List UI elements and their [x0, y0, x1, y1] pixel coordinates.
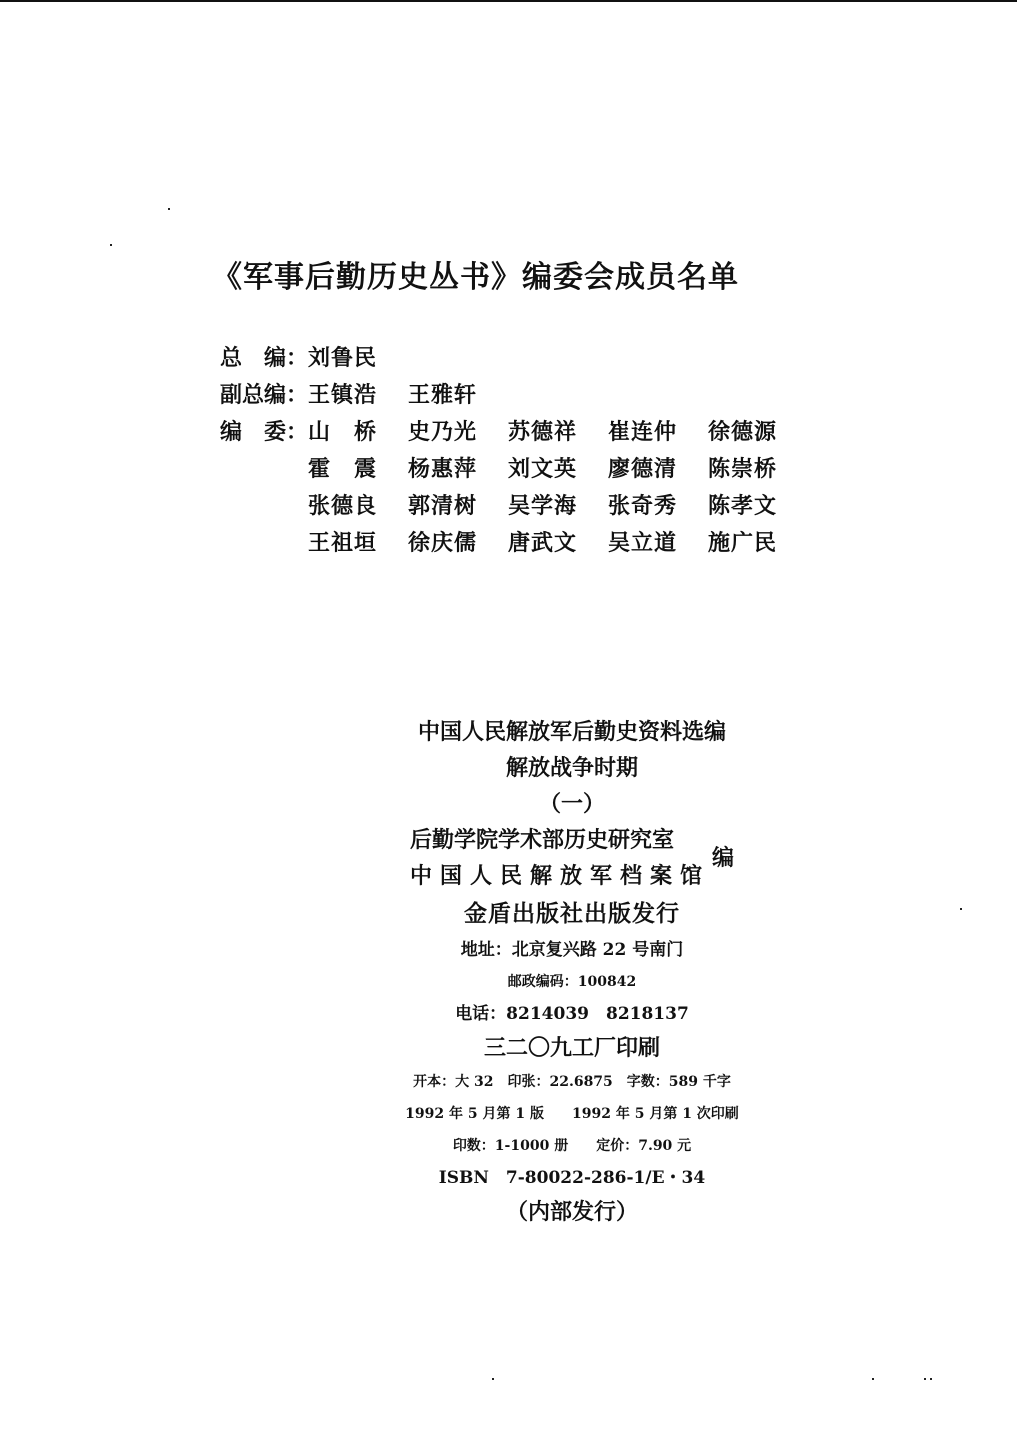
printer: 三二〇九工厂印刷 — [483, 1035, 660, 1061]
committee-member-name: 史乃光 — [408, 419, 478, 445]
committee-member-name: 徐德源 — [708, 419, 778, 445]
committee-row — [220, 488, 800, 525]
compilers-block — [372, 822, 772, 894]
scan-speck — [110, 244, 112, 246]
committee-row — [220, 414, 800, 451]
scan-speck — [930, 1378, 932, 1380]
committee-member-name: 陈孝文 — [708, 493, 778, 519]
top-border-rule — [0, 0, 1017, 2]
committee-member-name: 崔连仲 — [608, 419, 678, 445]
committee-member-name: 苏德祥 — [508, 419, 578, 445]
deputy-chief-editor-row — [220, 377, 800, 414]
chief-editor-name: 刘鲁民 — [308, 345, 378, 371]
scan-speck — [872, 1378, 874, 1380]
book-title: 中国人民解放军后勤史资料选编 — [417, 719, 726, 745]
publisher-address: 地址：北京复兴路 22 号南门 — [460, 940, 684, 960]
scan-speck — [960, 908, 962, 910]
distribution-note: （内部发行） — [505, 1199, 638, 1225]
period-subtitle: 解放战争时期 — [505, 755, 638, 781]
deputy-chief-editor-name: 王雅轩 — [408, 382, 478, 408]
committee-member-name: 施广民 — [708, 530, 778, 556]
scan-speck — [924, 1378, 926, 1380]
isbn: ISBN 7-80022-286-1/E・34 — [438, 1168, 706, 1188]
compiler-name: 中国人民解放军档案馆 — [409, 863, 710, 889]
compiler-name: 后勤学院学术部历史研究室 — [409, 827, 674, 853]
committee-label: 编 委： — [220, 419, 309, 445]
scan-speck — [492, 1378, 494, 1380]
chief-editor-row — [220, 340, 800, 377]
print-run-and-price: 印数：1-1000 册 定价：7.90 元 — [452, 1138, 692, 1154]
committee-member-name: 杨惠萍 — [408, 456, 478, 482]
committee-member-name: 吴立道 — [608, 530, 678, 556]
volume-number: （一） — [538, 791, 605, 817]
format-info: 开本：大 32 印张：22.6875 字数：589 千字 — [413, 1074, 731, 1090]
deputy-chief-editor-name: 王镇浩 — [308, 382, 378, 408]
committee-member-name: 刘文英 — [508, 456, 578, 482]
committee-member-name: 王祖垣 — [308, 530, 378, 556]
scan-speck — [168, 208, 170, 210]
editorial-board-list — [220, 340, 800, 562]
phone-numbers: 电话：8214039 8218137 — [455, 1004, 689, 1024]
deputy-chief-editor-label: 副总编： — [220, 382, 309, 408]
committee-member-name: 张奇秀 — [608, 493, 678, 519]
postal-code: 邮政编码：100842 — [507, 974, 637, 990]
compiler-role: 编 — [712, 845, 735, 871]
committee-member-name: 张德良 — [308, 493, 378, 519]
committee-member-name: 徐庆儒 — [408, 530, 478, 556]
committee-member-name: 山 桥 — [308, 419, 378, 445]
compiler-list — [410, 822, 710, 894]
publisher: 金盾出版社出版发行 — [464, 900, 680, 927]
series-title: 《军事后勤历史丛书》编委会成员名单 — [212, 260, 739, 295]
chief-editor-label: 总 编： — [220, 345, 309, 371]
committee-member-name: 陈崇桥 — [708, 456, 778, 482]
colophon-block — [372, 714, 772, 1230]
edition-info: 1992 年 5 月第 1 版 1992 年 5 月第 1 次印刷 — [405, 1106, 739, 1122]
committee-member-name: 唐武文 — [508, 530, 578, 556]
committee-member-name: 廖德清 — [608, 456, 678, 482]
committee-row — [220, 525, 800, 562]
committee-member-name: 霍 震 — [308, 456, 378, 482]
committee-member-name: 郭清树 — [408, 493, 478, 519]
committee-row — [220, 451, 800, 488]
committee-member-name: 吴学海 — [508, 493, 578, 519]
